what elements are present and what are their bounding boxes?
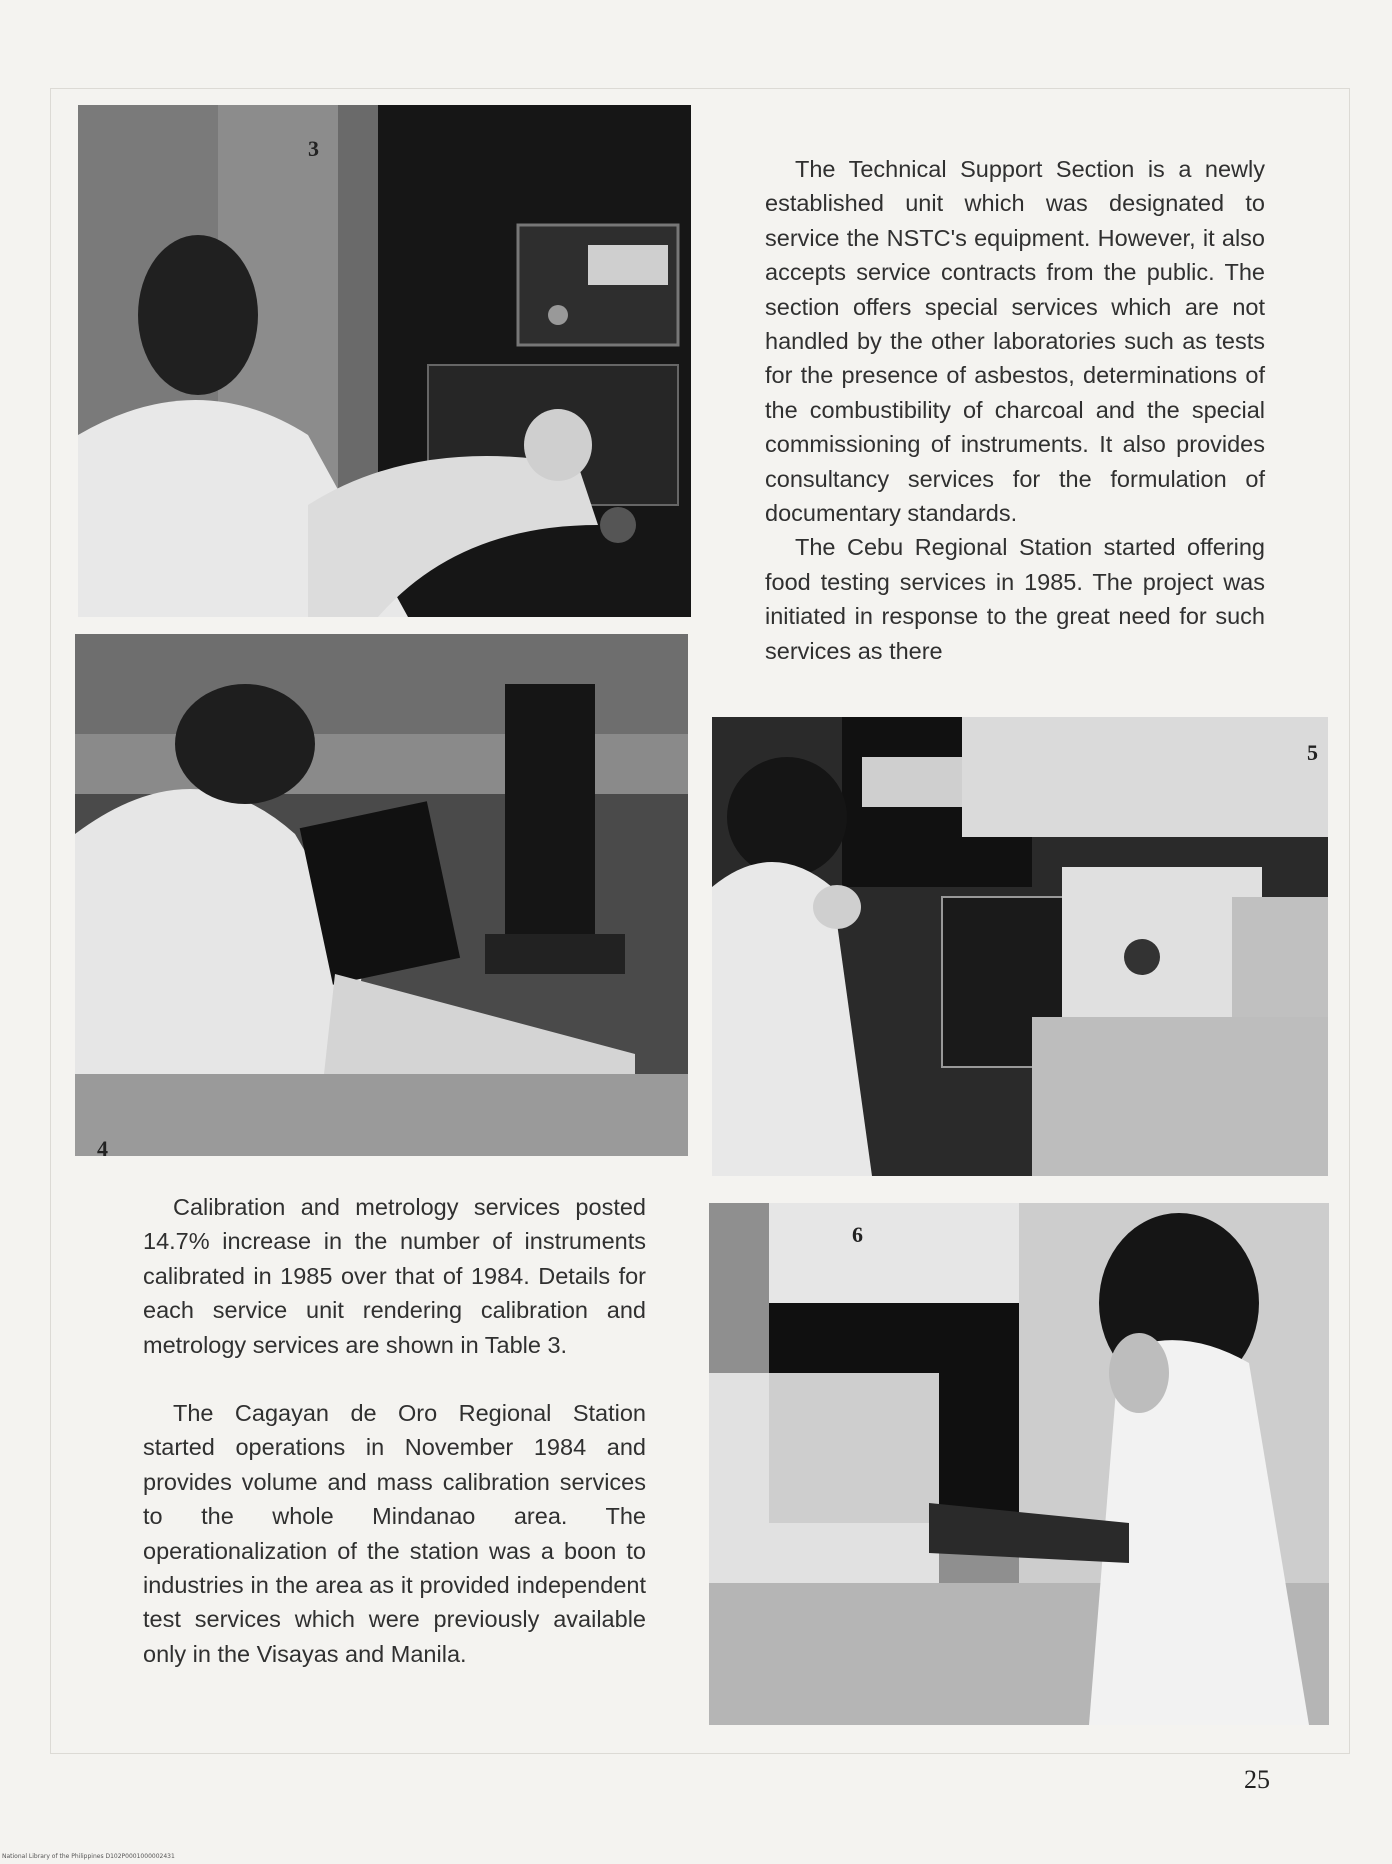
paragraph-cagayan-station: The Cagayan de Oro Regional Station started operations in November 1984 and provides volume and mass calibration services to the whole Mindanao area. The operationalization of the station was a boon to industries in the area as it provided independent test services which were previously available only in the Visayas and Manila.	[143, 1400, 646, 1667]
left-column-text	[143, 1190, 646, 1671]
figure-number-5: 5	[1307, 740, 1318, 765]
photo-fig5	[712, 717, 1328, 1176]
photo-fig4	[75, 634, 688, 1156]
paragraph-technical-support: The Technical Support Section is a newly established unit which was designated to service the NSTC's equipment. However, it also accepts service contracts from the public. The section offers special services which are not handled by the other laboratories such as tests for the presence of asbestos, determinations of the combustibility of charcoal and the special commissioning of instruments. It also provides consultancy services for the formulation of documentary standards.	[765, 156, 1265, 527]
figure-number-6: 6	[852, 1222, 863, 1247]
paragraph-calibration: Calibration and metrology services posted 14.7% increase in the number of instruments calibrated in 1985 over that of 1984. Details for each service unit rendering calibration and metrology services are shown in Table 3.	[143, 1194, 646, 1358]
paragraph-cebu-station: The Cebu Regional Station started offering food testing services in 1985. The project was initiated in response to the great need for such services as there	[765, 534, 1265, 664]
figure-number-3: 3	[308, 136, 319, 161]
right-column-text	[765, 152, 1265, 668]
page-number: 25	[1244, 1765, 1270, 1794]
photo-fig6	[709, 1203, 1329, 1725]
figure-number-4: 4	[97, 1136, 108, 1161]
footer-credit: National Library of the Philippines D102P0001000002431	[2, 1853, 175, 1860]
photo-fig3	[78, 105, 691, 617]
